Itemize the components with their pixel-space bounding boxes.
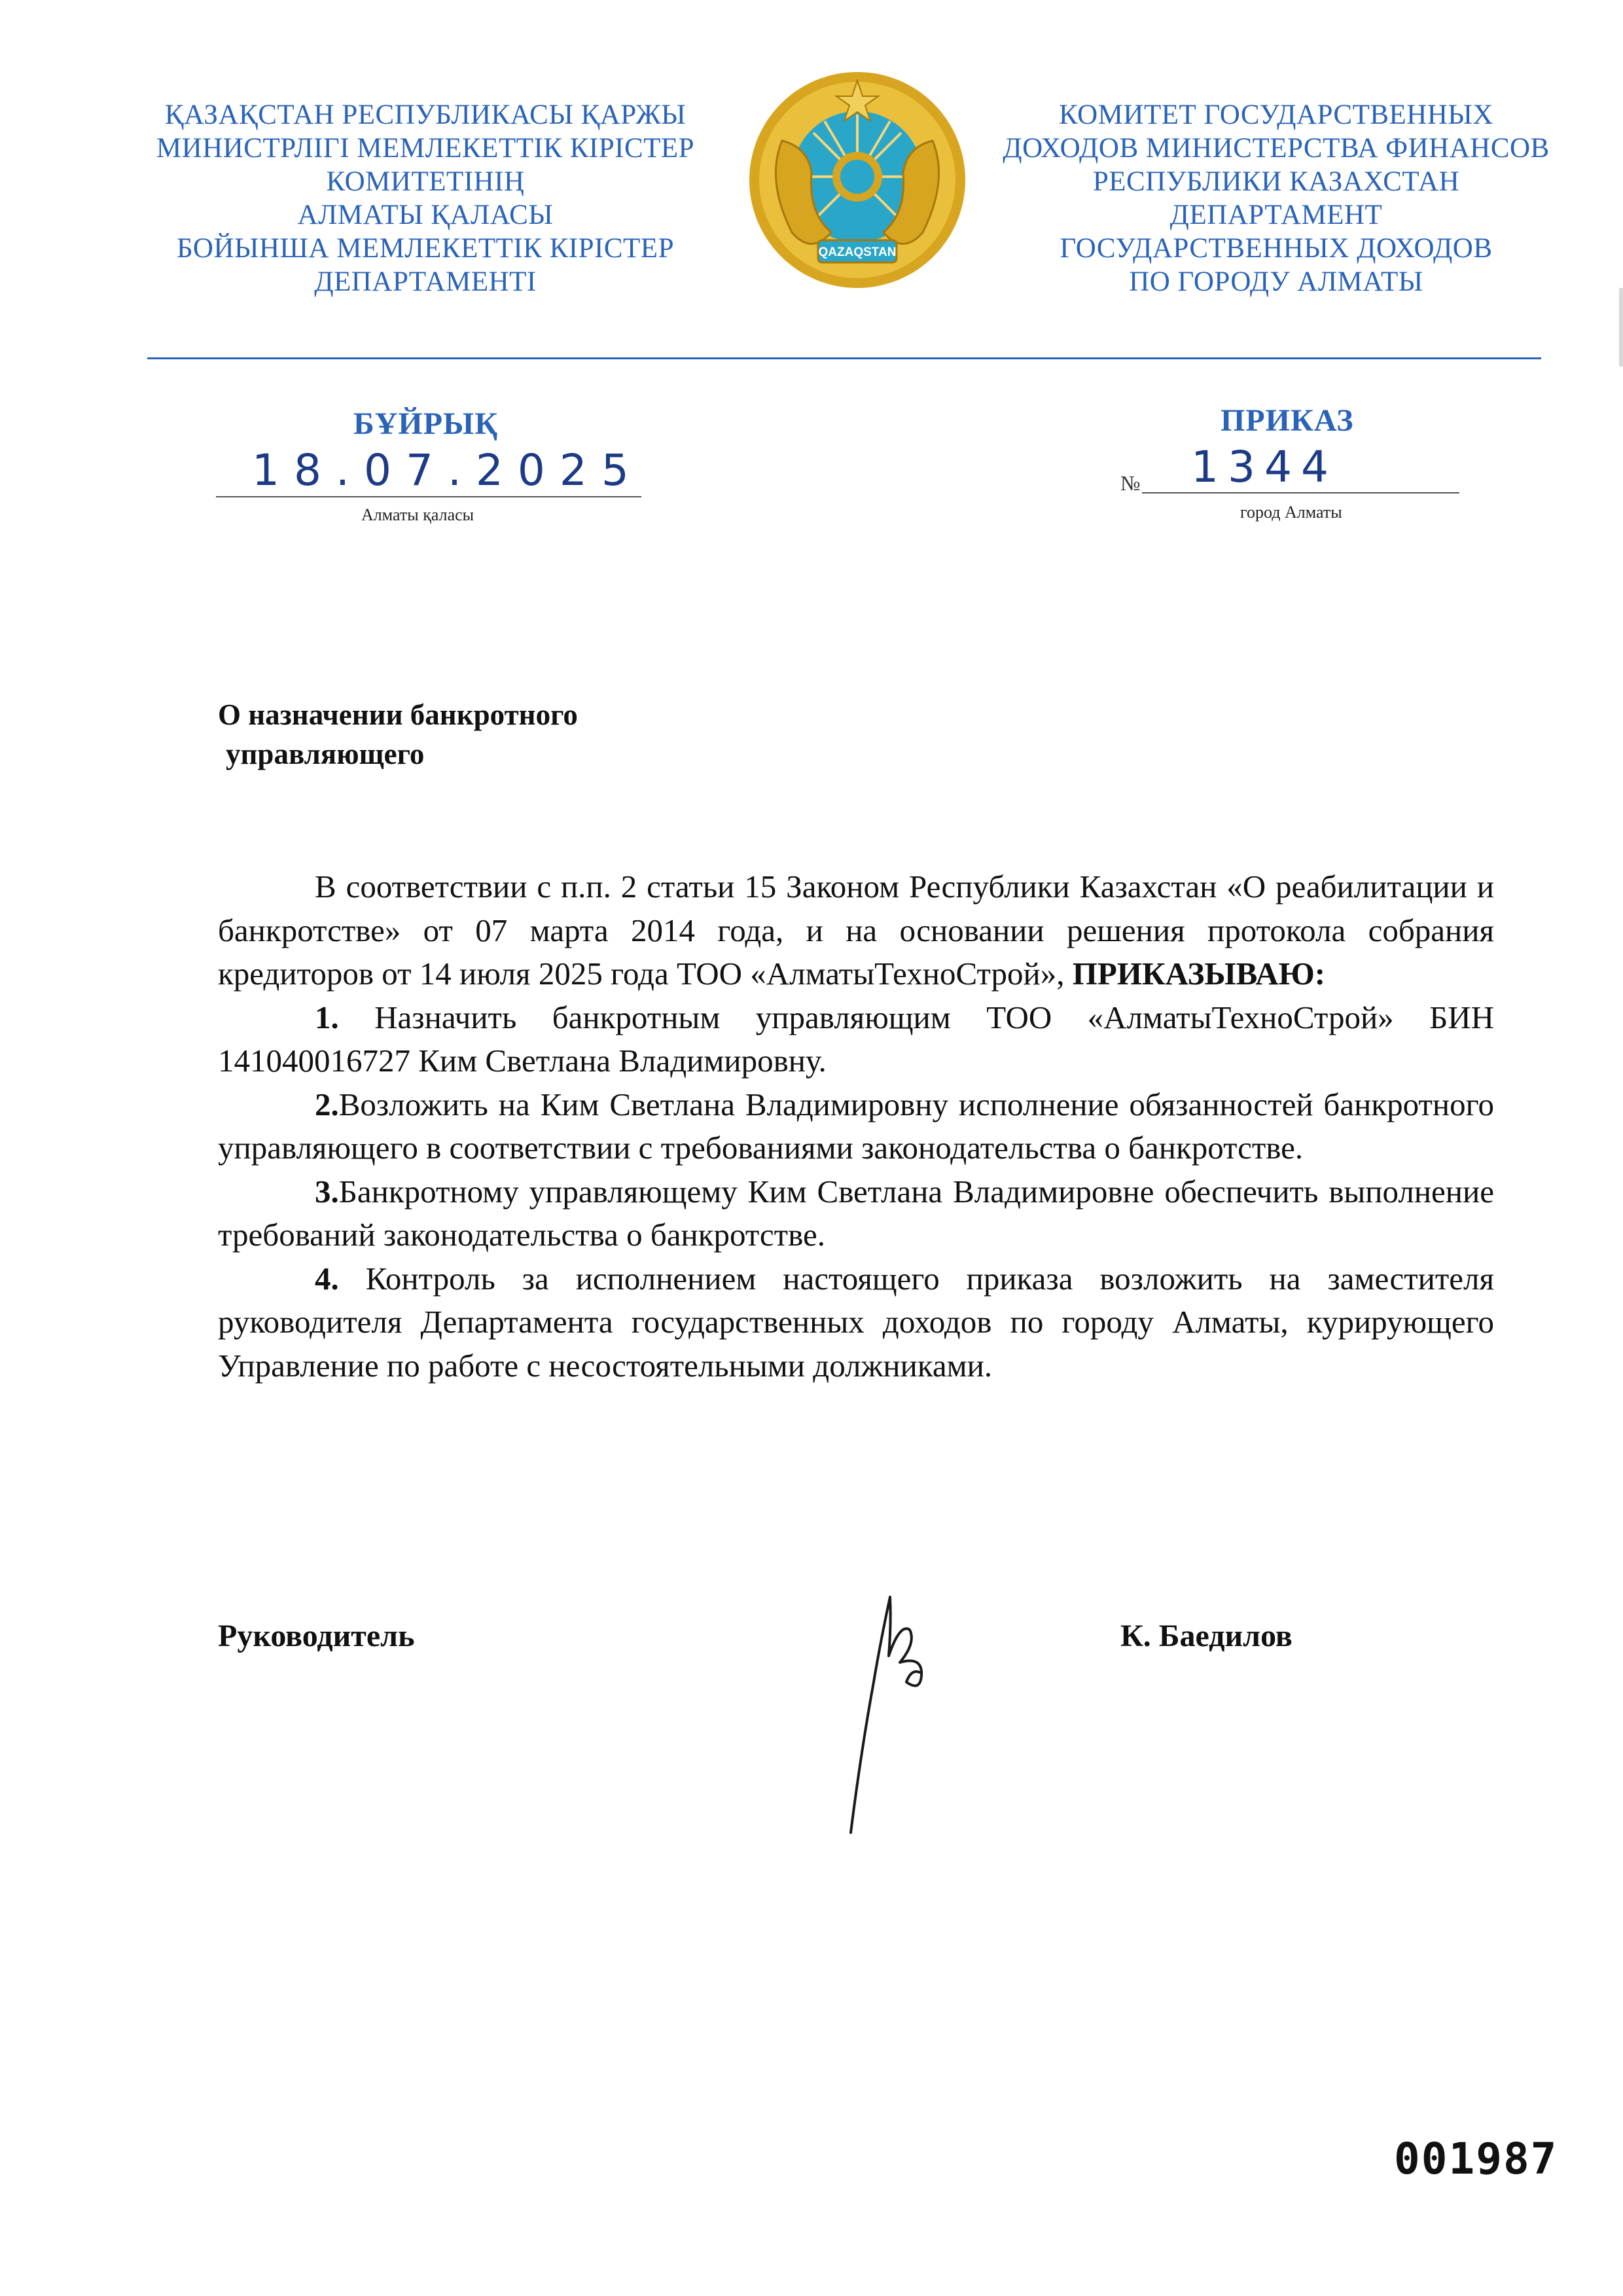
header-left-line: МИНИСТРЛІГІ МЕМЛЕКЕТТІК КІРІСТЕР: [156, 133, 695, 164]
signatory-name: К. Баедилов: [1120, 1619, 1293, 1653]
subject-line: управляющего: [226, 738, 425, 770]
header-left-line: ҚАЗАҚСТАН РЕСПУБЛИКАСЫ ҚАРЖЫ: [164, 99, 687, 130]
subject-line: О назначении банкротного: [218, 698, 578, 731]
order-date-handwritten: 18.07.2025: [252, 445, 643, 495]
order-item-number: 3.: [315, 1173, 339, 1210]
order-item-number: 4.: [315, 1260, 339, 1297]
emblem-text: QAZAQSTAN: [818, 245, 897, 259]
city-kz: Алматы қаласы: [361, 505, 474, 524]
order-item-text: Контроль за исполнением настоящего приказа возложить на заместителя руководителя Департамента государственных доходов по городу Алматы, курирующего Управление по работе с несостоятельными должниками.: [218, 1260, 1494, 1384]
document-serial-number: 001987: [1394, 2134, 1558, 2184]
header-right-line: ПО ГОРОДУ АЛМАТЫ: [1129, 266, 1423, 297]
scan-edge: [1619, 288, 1623, 367]
handwritten-signature-icon: [838, 1584, 995, 1846]
order-item: [218, 1083, 1494, 1170]
order-item-number: 2.: [315, 1086, 339, 1122]
header-right-line: ГОСУДАРСТВЕННЫХ ДОХОДОВ: [1060, 233, 1493, 264]
header-left-line: КОМИТЕТІНІҢ: [326, 166, 525, 197]
number-underline: [1142, 492, 1459, 493]
header-divider: [147, 357, 1541, 359]
order-subject: [218, 695, 578, 774]
header-right-line: РЕСПУБЛИКИ КАЗАХСТАН: [1092, 166, 1460, 197]
order-type-ru: ПРИКАЗ: [1221, 403, 1354, 438]
header-left-line: АЛМАТЫ ҚАЛАСЫ: [297, 200, 554, 230]
order-type-kz: БҰЙРЫҚ: [353, 406, 498, 441]
order-item: [218, 1257, 1494, 1388]
preamble-text: В соответствии с п.п. 2 статьи 15 Законом Республики Казахстан «О реабилитации и банкротстве» от 07 марта 2014 года, и на основании решения протокола собрания кредиторов от 14 июля 2025 года ТОО «АлматыТехноСтрой»,: [218, 869, 1494, 992]
city-ru: город Алматы: [1240, 503, 1342, 522]
header-left-line: ДЕПАРТАМЕНТІ: [314, 266, 537, 297]
order-item: [218, 1170, 1494, 1257]
order-number-handwritten: 1344: [1191, 442, 1338, 492]
preamble-order-word: ПРИКАЗЫВАЮ:: [1072, 956, 1326, 992]
header-right-line: КОМИТЕТ ГОСУДАРСТВЕННЫХ: [1059, 99, 1493, 130]
kazakhstan-emblem-icon: [746, 69, 969, 291]
order-item-text: Возложить на Ким Светлана Владимировну исполнение обязанностей банкротного управляющего в соответствии с требованиями законодательства о банкротстве.: [218, 1086, 1494, 1166]
order-body: [218, 865, 1494, 1388]
header-right-line: ДОХОДОВ МИНИСТЕРСТВА ФИНАНСОВ: [1003, 133, 1550, 164]
header-left-kz: [131, 98, 720, 298]
signatory-title: Руководитель: [218, 1619, 415, 1653]
order-item-text: Банкротному управляющему Ким Светлана Владимировне обеспечить выполнение требований законодательства о банкротстве.: [218, 1173, 1494, 1253]
order-item-number: 1.: [315, 999, 339, 1035]
number-sign: №: [1120, 471, 1141, 495]
order-item-text: Назначить банкротным управляющим ТОО «АлматыТехноСтрой» БИН 141040016727 Ким Светлана Владимировну.: [218, 999, 1494, 1079]
order-item: [218, 996, 1494, 1083]
preamble-paragraph: [218, 865, 1494, 996]
header-right-line: ДЕПАРТАМЕНТ: [1169, 200, 1383, 230]
date-underline: [216, 496, 641, 497]
header-right-ru: [995, 98, 1558, 298]
header-left-line: БОЙЫНША МЕМЛЕКЕТТІК КІРІСТЕР: [177, 233, 674, 264]
